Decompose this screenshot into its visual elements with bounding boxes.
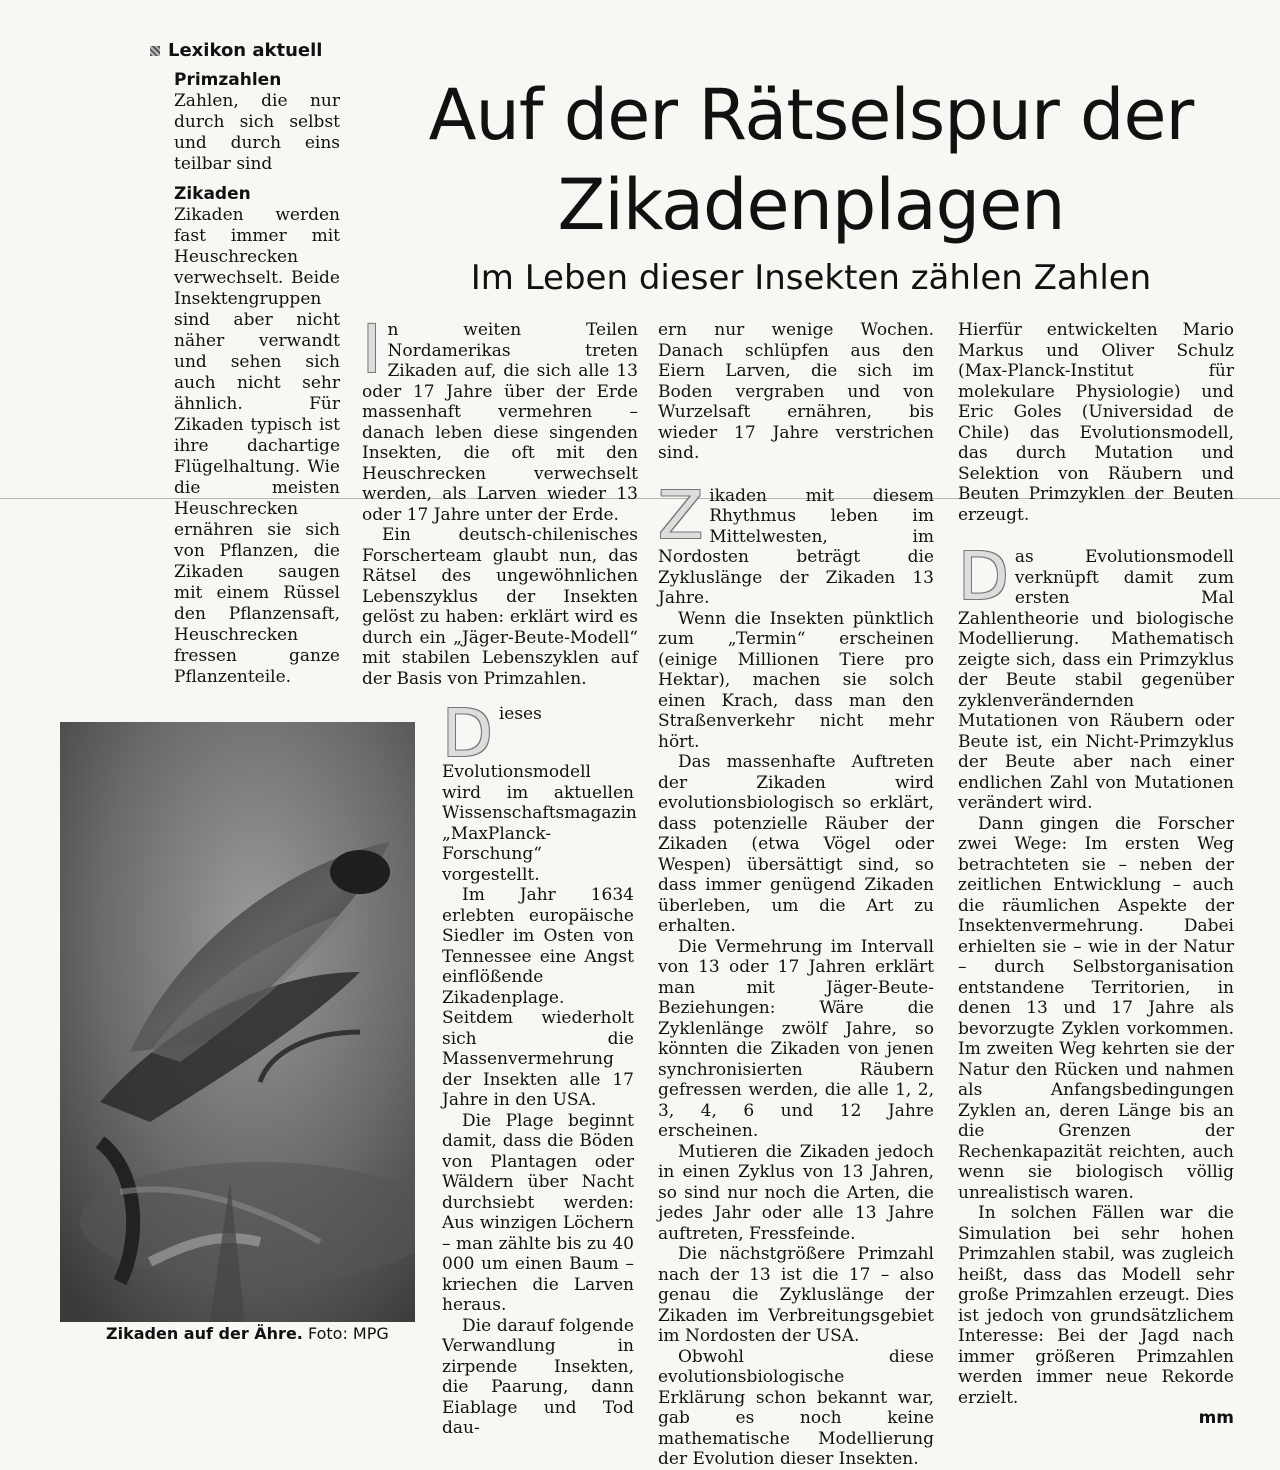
article-paragraph: In solchen Fällen war die Simulation bei sehr hohen Primzahlen stabil, was zugleich heißt, dass das Modell sehr große Primzahlen erzeugt. Dies ist jedoch von grundsätzlichem Interesse: Bei der Jagd nach immer größeren Primzahlen werden immer neue Rekorde erzielt. (958, 1203, 1234, 1408)
cicada-photo-image (60, 722, 415, 1322)
lexicon-sidebar (150, 40, 340, 688)
article-paragraph: ieses Evolutionsmodell wird im aktuellen Wissenschaftsmagazin „MaxPlanck-Forschung“ vorgestellt. (442, 704, 637, 885)
drop-cap: D (958, 538, 1009, 615)
photo-caption-text: Zikaden auf der Ähre. (106, 1324, 303, 1343)
author-initials: mm (1198, 1408, 1234, 1428)
headline (372, 70, 1250, 250)
article-paragraph: Mutieren die Zikaden jedoch in einen Zyklus von 13 Jahren, so sind nur noch die Arten, die jedes Jahr oder alle 13 Jahre auftreten, Fressfeinde. (658, 1141, 934, 1244)
article-paragraph: Die Vermehrung im Intervall von 13 oder 17 Jahren erklärt man mit Jäger-Beute-Beziehungen: Wäre die Zyklenlänge zwölf Jahre, so könnten die Zikaden von jenen synchronisierten Räubern gefressen werden, die alle 1, 2, 3, 4, 6 und 12 Jahre erscheinen. (658, 936, 934, 1141)
article-paragraph: n weiten Teilen Nordamerikas treten Zikaden auf, die sich alle 13 oder 17 Jahre über der Erde massenhaft vermehren – danach leben diese singenden Insekten, die oft mit den Heuschrecken verwechselt werden, als Larven wieder 13 oder 17 Jahre unter der Erde. (362, 320, 638, 525)
square-bullet-icon (150, 46, 160, 56)
article-paragraph: Die Plage beginnt damit, dass die Böden von Plantagen oder Wäldern über Nacht durchsiebt werden: Aus winzigen Löchern – man zählte bis zu 40 000 um einen Baum – kriechen die Larven heraus. (442, 1110, 634, 1315)
lexicon-term-zikaden: Zikaden (174, 184, 251, 204)
article-column-2 (658, 320, 934, 1470)
article-paragraph: Wenn die Insekten pünktlich zum „Termin“ erscheinen (einige Millionen Tiere pro Hektar), machen sie solch einen Krach, dass man den Straßenverkehr nicht mehr hört. (658, 608, 934, 752)
article-paragraph: Im Jahr 1634 erlebten europäische Siedler im Osten von Tennessee eine Angst einflößende Zikadenplage. Seitdem wiederholt sich die Massenvermehrung der Insekten alle 17 Jahre in den USA. (442, 885, 634, 1110)
drop-cap: D (442, 695, 493, 772)
subheadline: Im Leben dieser Insekten zählen Zahlen (470, 258, 1152, 298)
article-paragraph: Die darauf folgende Verwandlung in zirpende Insekten, die Paarung, dann Eiablage und Tod dau- (442, 1315, 634, 1438)
lexicon-kicker-label: Lexikon aktuell (168, 40, 323, 61)
lexicon-kicker (150, 40, 340, 61)
article-column-1-lower (442, 695, 637, 1439)
photo-credit: Foto: MPG (307, 1324, 389, 1343)
lexicon-definition-zikaden: Zikaden werden fast immer mit Heuschrecken verwechselt. Beide Insektengruppen sind aber nicht näher verwandt und sehen sich auch nicht sehr ähnlich. Für Zikaden typisch ist ihre dachartige Flügelhaltung. Wie die meisten Heuschrecken ernähren sie sich von Pflanzen, die Zikaden saugen mit einem Rüssel den Pflanzensaft, Heuschrecken fressen ganze Pflanzenteile. (174, 205, 340, 687)
drop-cap: I (362, 311, 382, 388)
article-paragraph: Obwohl diese evolutionsbiologische Erklärung schon bekannt war, gab es noch keine mathematische Modellierung der Evolution dieser Insekten. (658, 1346, 934, 1469)
lexicon-term-primzahlen: Primzahlen (174, 70, 282, 90)
article-paragraph: Ein deutsch-chilenisches Forscherteam glaubt nun, das Rätsel des ungewöhnlichen Lebenszyklus der Insekten gelöst zu haben: erklärt wird es durch ein „Jäger-Beute-Modell“ mit stabilen Lebenszyklen auf der Basis von Primzahlen. (362, 525, 638, 689)
article-paragraph: Die nächstgrößere Primzahl nach der 13 ist die 17 – also genau die Zykluslänge der Zikaden im Verbreitungsgebiet im Nordosten der USA. (658, 1244, 934, 1346)
article-paragraph: ern nur wenige Wochen. Danach schlüpfen aus den Eiern Larven, die sich im Boden vergraben und von Wurzelsaft ernähren, bis wieder 17 Jahre verstrichen sind. (658, 320, 934, 463)
cicada-photo (60, 722, 415, 1322)
article-column-3 (958, 320, 1234, 1429)
headline-line-1: Auf der Rätselspur der (428, 74, 1194, 156)
article-paragraph: Hierfür entwickelten Mario Markus und Oliver Schulz (Max-Planck-Institut für molekulare Physiologie) und Eric Goles (Universidad de Chile) das Evolutionsmodell, das durch Mutation und Selektion von Räubern und Beuten Primzyklen der Beuten erzeugt. (958, 320, 1234, 525)
article-column-1-upper (362, 311, 638, 689)
headline-line-2: Zikadenplagen (557, 164, 1065, 246)
drop-cap: Z (658, 476, 704, 554)
lexicon-definition-primzahlen: Zahlen, die nur durch sich selbst und durch eins teilbar sind (174, 91, 340, 174)
article-paragraph: Dann gingen die Forscher zwei Wege: Im ersten Weg betrachteten sie – neben der zeitlichen Entwicklung – auch die räumlichen Aspekte der Insektenvermehrung. Dabei erhielten sie – wie in der Natur – durch Selbstorganisation entstandene Territorien, in denen 13 und 17 Jahre als bevorzugte Zyklen vorkommen. Im zweiten Weg kehrten sie der Natur den Rücken und nahmen als Anfangsbedingungen Zyklen an, deren Länge bis an die Grenzen der Rechenkapazität reichten, auch wenn sie biologisch völlig unrealistisch waren. (958, 813, 1234, 1203)
photo-caption (106, 1324, 389, 1343)
article-paragraph: as Evolutionsmodell verknüpft damit zum ersten Mal Zahlentheorie und biologische Modellierung. Mathematisch zeigte sich, dass ein Primzyklus der Beute stabil gegenüber zyklenverändernden Mutationen von Räubern oder Beute ist, ein Nicht-Primzyklus der Beute aber nach einer endlichen Zahl von Mutationen verändert wird. (958, 547, 1234, 813)
article-paragraph: ikaden mit diesem Rhythmus leben im Mittelwesten, im Nordosten beträgt die Zykluslänge der Zikaden 13 Jahre. (658, 485, 934, 608)
article-paragraph: Das massenhafte Auftreten der Zikaden wird evolutionsbiologisch so erklärt, dass potenzielle Räuber der Zikaden (etwa Vögel oder Wespen) übersättigt sind, so dass immer genügend Zikaden überleben, um die Art zu erhalten. (658, 752, 934, 936)
